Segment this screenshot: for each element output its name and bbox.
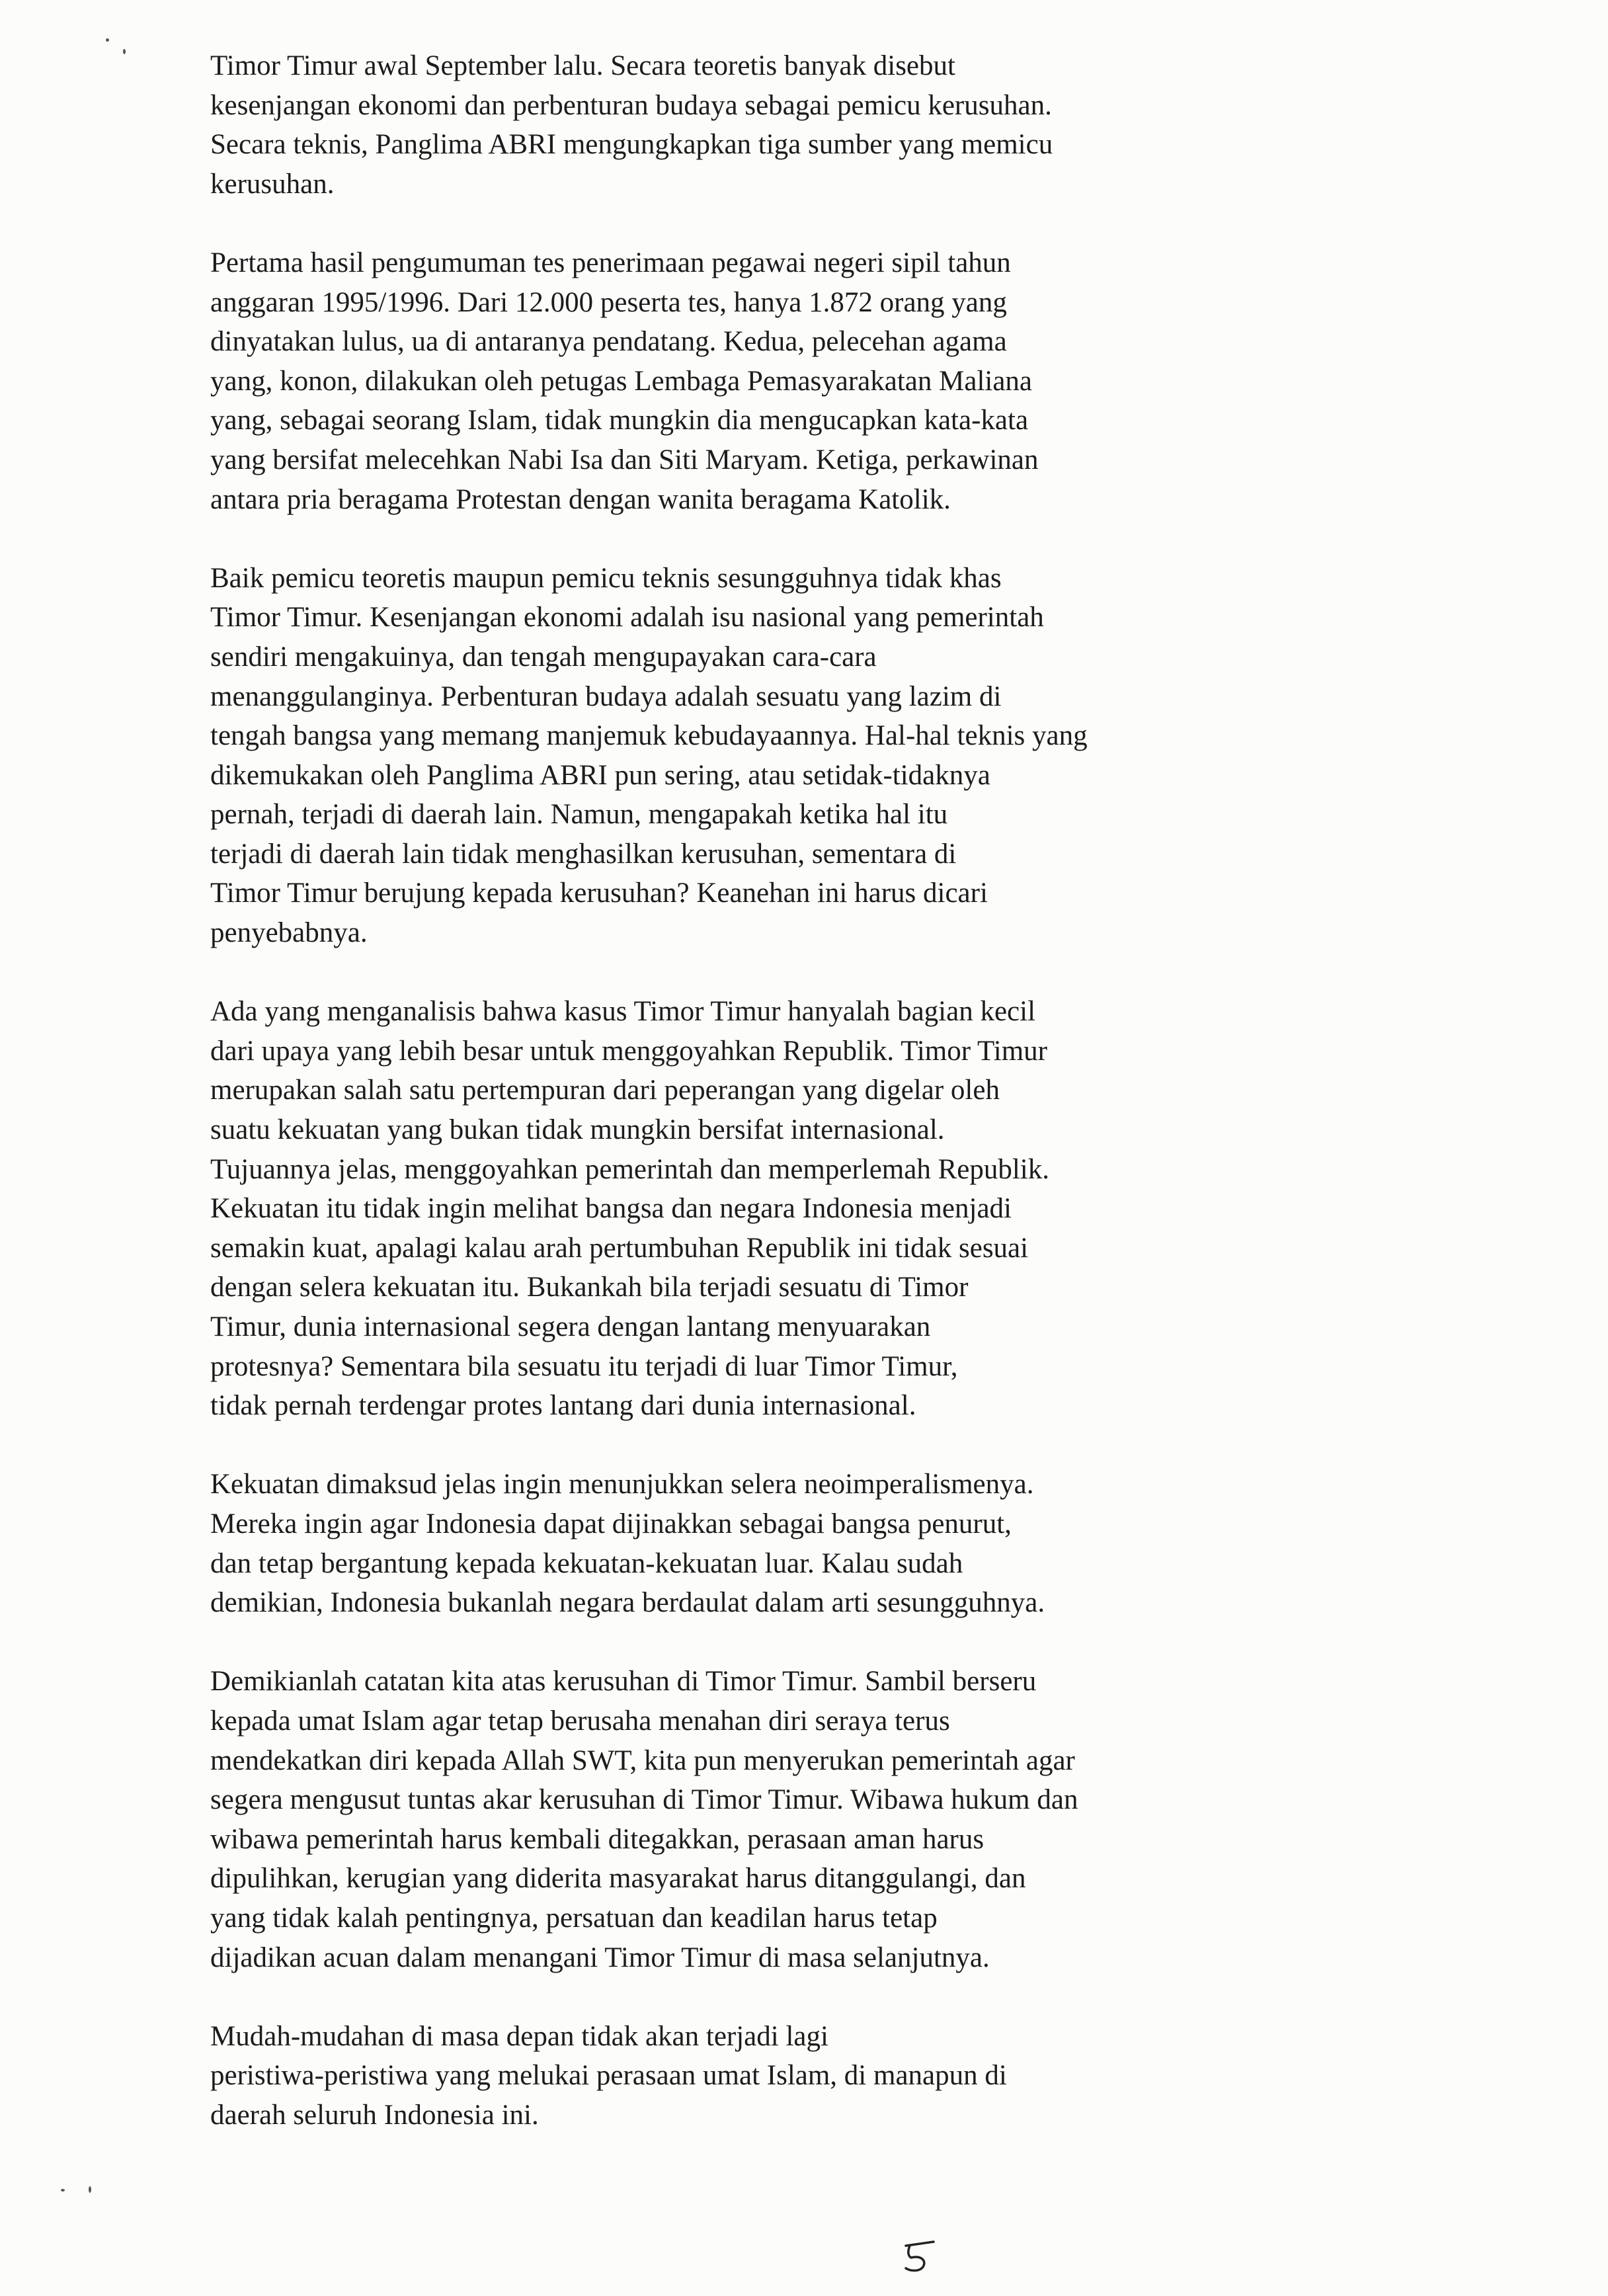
text-line: Mudah-mudahan di masa depan tidak akan terjadi lagi: [210, 2020, 828, 2052]
text-line: merupakan salah satu pertempuran dari peperangan yang digelar oleh: [210, 1075, 1000, 1106]
text-line: suatu kekuatan yang bukan tidak mungkin bersifat internasional.: [210, 1114, 945, 1146]
body-text: [210, 46, 1500, 2174]
paragraph: [210, 992, 1500, 1426]
text-line: yang tidak kalah pentingnya, persatuan dan keadilan harus tetap: [210, 1902, 938, 1934]
text-line: dikemukakan oleh Panglima ABRI pun sering, atau setidak-tidaknya: [210, 759, 990, 791]
text-line: wibawa pemerintah harus kembali ditegakkan, perasaan aman harus: [210, 1823, 985, 1855]
text-line: Ada yang menganalisis bahwa kasus Timor Timur hanyalah bagian kecil: [210, 996, 1036, 1028]
text-line: Pertama hasil pengumuman tes penerimaan pegawai negeri sipil tahun: [210, 247, 1011, 278]
text-line: mendekatkan diri kepada Allah SWT, kita pun menyerukan pemerintah agar: [210, 1744, 1075, 1776]
text-line: anggaran 1995/1996. Dari 12.000 peserta tes, hanya 1.872 orang yang: [210, 286, 1007, 318]
text-line: Timor Timur. Kesenjangan ekonomi adalah isu nasional yang pemerintah: [210, 602, 1044, 634]
text-line: terjadi di daerah lain tidak menghasilkan kerusuhan, sementara di: [210, 838, 957, 870]
paragraph: [210, 46, 1500, 204]
text-line: dipulihkan, kerugian yang diderita masyarakat harus ditanggulangi, dan: [210, 1863, 1026, 1895]
text-line: dijadikan acuan dalam menangani Timor Timur di masa selanjutnya.: [210, 1942, 990, 1973]
text-line: kepada umat Islam agar tetap berusaha menahan diri seraya terus: [210, 1705, 950, 1737]
text-line: dari upaya yang lebih besar untuk menggoyahkan Republik. Timor Timur: [210, 1035, 1048, 1067]
text-line: kerusuhan.: [210, 168, 335, 200]
text-line: segera mengusut tuntas akar kerusuhan di Timor Timur. Wibawa hukum dan: [210, 1784, 1078, 1816]
text-line: demikian, Indonesia bukanlah negara berdaulat dalam arti sesungguhnya.: [210, 1587, 1045, 1619]
text-line: semakin kuat, apalagi kalau arah pertumbuhan Republik ini tidak sesuai: [210, 1232, 1029, 1264]
text-line: Kekuatan dimaksud jelas ingin menunjukkan selera neoimperalismenya.: [210, 1469, 1034, 1500]
scan-speck: [123, 49, 126, 54]
text-line: penyebabnya.: [210, 917, 368, 949]
paragraph: [210, 1465, 1500, 1622]
text-line: tengah bangsa yang memang manjemuk kebudayaannya. Hal-hal teknis yang: [210, 720, 1088, 752]
text-line: Timor Timur berujung kepada kerusuhan? Keanehan ini harus dicari: [210, 878, 988, 909]
text-line: pernah, terjadi di daerah lain. Namun, mengapakah ketika hal itu: [210, 799, 948, 831]
text-line: dengan selera kekuatan itu. Bukankah bila terjadi sesuatu di Timor: [210, 1272, 969, 1303]
text-line: tidak pernah terdengar protes lantang dari dunia internasional.: [210, 1390, 916, 1422]
paragraph: [210, 2017, 1500, 2135]
text-line: protesnya? Sementara bila sesuatu itu terjadi di luar Timor Timur,: [210, 1350, 958, 1382]
handwritten-page-number: [901, 2235, 940, 2275]
text-line: yang bersifat melecehkan Nabi Isa dan Siti Maryam. Ketiga, perkawinan: [210, 444, 1039, 475]
text-line: Timor Timur awal September lalu. Secara teoretis banyak disebut: [210, 50, 955, 81]
text-line: Timur, dunia internasional segera dengan lantang menyuarakan: [210, 1311, 931, 1342]
text-line: Demikianlah catatan kita atas kerusuhan di Timor Timur. Sambil berseru: [210, 1666, 1037, 1698]
text-line: daerah seluruh Indonesia ini.: [210, 2099, 539, 2131]
text-line: Kekuatan itu tidak ingin melihat bangsa dan negara Indonesia menjadi: [210, 1193, 1012, 1225]
text-line: menanggulanginya. Perbenturan budaya adalah sesuatu yang lazim di: [210, 680, 1002, 712]
text-line: Baik pemicu teoretis maupun pemicu teknis sesungguhnya tidak khas: [210, 562, 1002, 594]
text-line: kesenjangan ekonomi dan perbenturan budaya sebagai pemicu kerusuhan.: [210, 89, 1052, 121]
scan-speck: [106, 38, 109, 42]
text-line: yang, konon, dilakukan oleh petugas Lembaga Pemasyarakatan Maliana: [210, 365, 1033, 397]
text-line: peristiwa-peristiwa yang melukai perasaan umat Islam, di manapun di: [210, 2060, 1007, 2092]
text-line: Mereka ingin agar Indonesia dapat dijinakkan sebagai bangsa penurut,: [210, 1508, 1012, 1539]
text-line: Secara teknis, Panglima ABRI mengungkapkan tiga sumber yang memicu: [210, 129, 1053, 161]
paragraph: [210, 559, 1500, 953]
scan-speck: [89, 2186, 91, 2193]
text-line: sendiri mengakuinya, dan tengah mengupayakan cara-cara: [210, 641, 877, 673]
paragraph: [210, 1662, 1500, 1977]
scan-speck: [61, 2189, 65, 2192]
text-line: dan tetap bergantung kepada kekuatan-kekuatan luar. Kalau sudah: [210, 1547, 963, 1579]
text-line: dinyatakan lulus, ua di antaranya pendatang. Kedua, pelecehan agama: [210, 326, 1007, 358]
text-line: yang, sebagai seorang Islam, tidak mungkin dia mengucapkan kata-kata: [210, 405, 1029, 436]
text-line: Tujuannya jelas, menggoyahkan pemerintah dan memperlemah Republik.: [210, 1153, 1049, 1185]
text-line: antara pria beragama Protestan dengan wanita beragama Katolik.: [210, 483, 951, 515]
paragraph: [210, 243, 1500, 519]
